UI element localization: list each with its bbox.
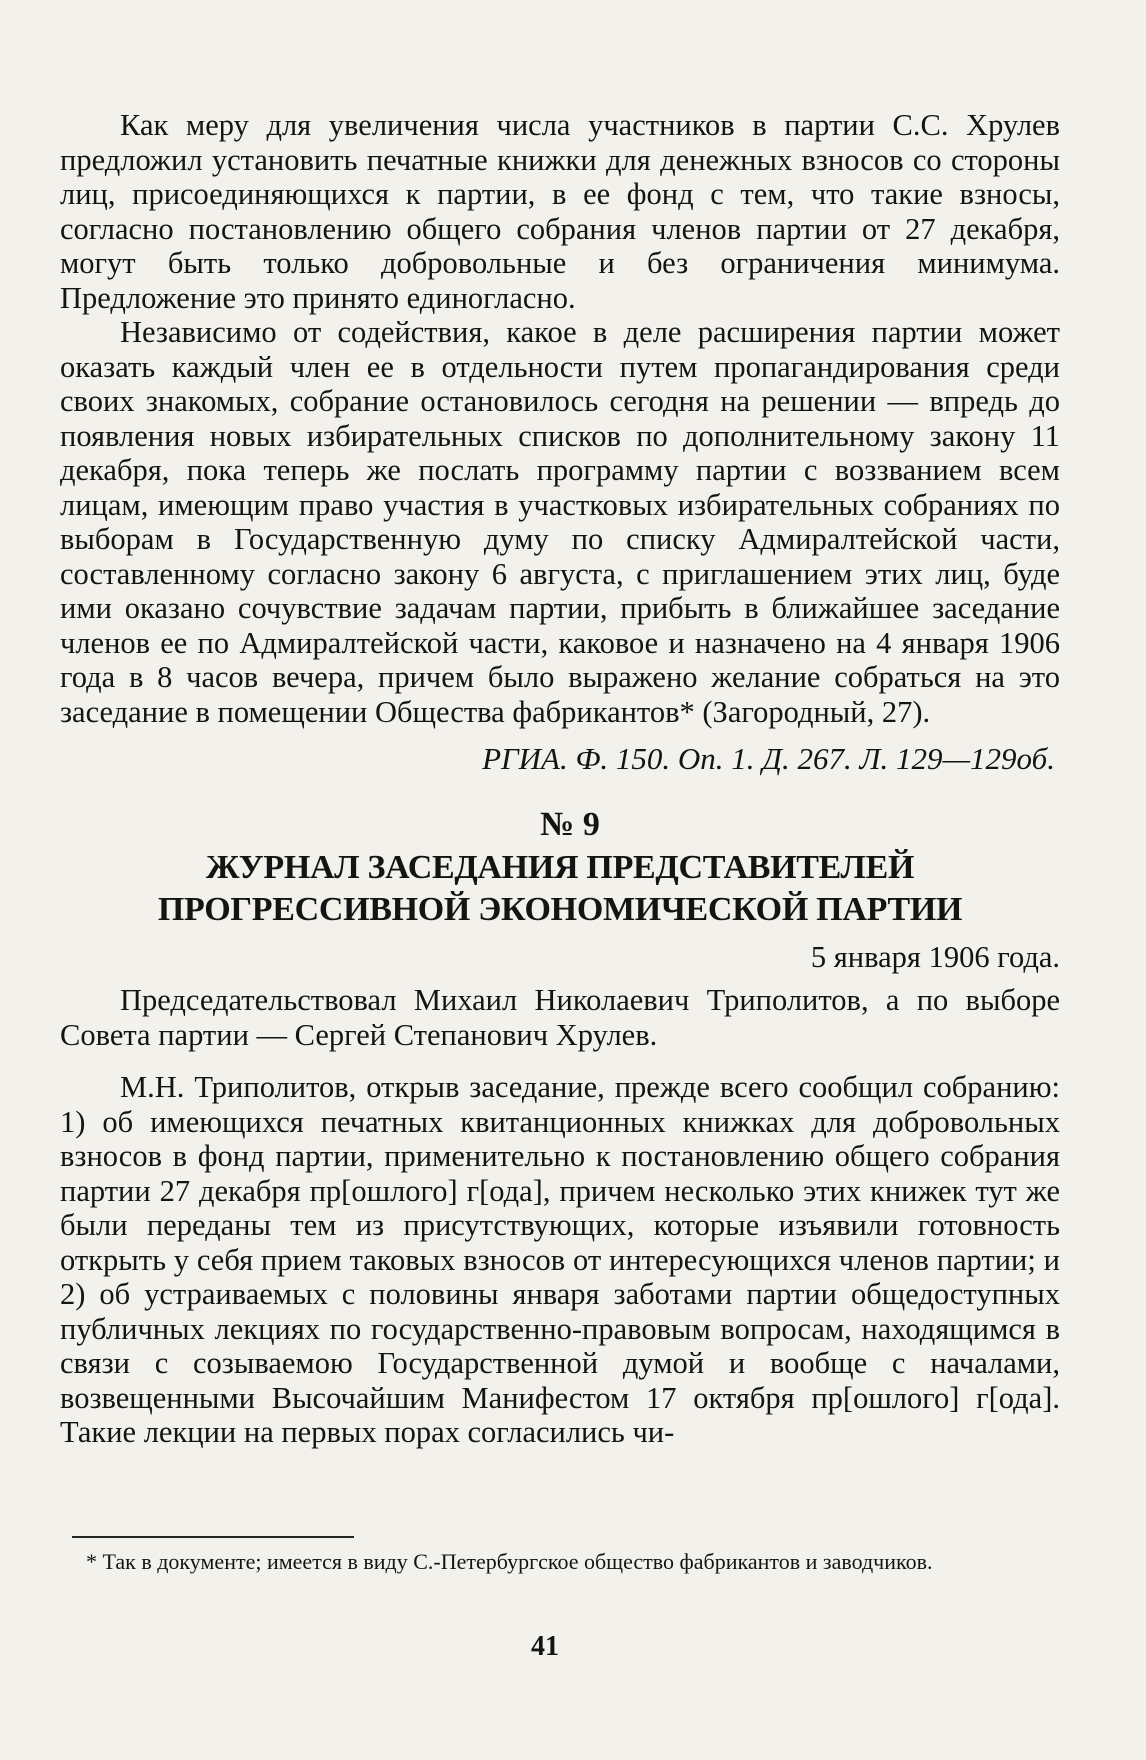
paragraph-membership-books: Как меру для увеличения числа участников в партии С.С. Хрулев предложил установить печатные книжки для денежных взносов со стороны лиц, присоединяющихся к партии, в ее фонд с тем, что такие взносы, согласно постановлению общего собрания членов партии от 27 декабря, могут быть только добровольные и без ограничения минимума. Предложение это принято единогласно. — [60, 108, 1060, 315]
document-number: № 9 — [540, 806, 600, 843]
document-title-line-1: ЖУРНАЛ ЗАСЕДАНИЯ ПРЕДСТАВИТЕЛЕЙ — [205, 849, 915, 886]
footnote: * Так в документе; имеется в виду С.-Петербургское общество фабрикантов и заводчиков. — [86, 1549, 933, 1574]
paragraph-party-expansion: Независимо от содействия, какое в деле расширения партии может оказать каждый член ее в отдельности путем пропагандирования среди своих знакомых, собрание остановилось сегодня на решении — впредь до появления новых избирательных списков по дополнительному закону 11 декабря, пока теперь же послать программу партии с воззванием всем лицам, имеющим право участия в участковых избирательных собраниях по выборам в Государственную думу по списку Адмиралтейской части, составленному согласно закону 6 августа, с приглашением этих лиц, буде ими оказано сочувствие задачам партии, прибыть в ближайшее заседание членов ее по Адмиралтейской части, каковое и назначено на 4 января 1906 года в 8 часов вечера, причем было выражено желание собраться на это заседание в помещении Общества фабрикантов* (Загородный, 27). — [60, 315, 1060, 729]
page-number: 41 — [531, 1631, 559, 1662]
paragraph-triplitov-report: М.Н. Триполитов, открыв заседание, прежде всего сообщил собранию: 1) об имеющихся печатных квитанционных книжках для добровольных взносов в фонд партии, применительно к постановлению общего собрания партии 27 декабря пр[ошлого] г[ода], причем несколько этих книжек тут же были переданы тем из присутствующих, которые изъявили готовность открыть у себя прием таковых взносов от интересующихся членов партии; и 2) об устраиваемых с половины января заботами партии общедоступных публичных лекциях по государственно-правовым вопросам, находящимся в связи с созываемою Государственной думой и вообще с началами, возвещенными Высочайшим Манифестом 17 октября пр[ошлого] г[ода]. Такие лекции на первых порах согласились чи- — [60, 1070, 1060, 1449]
paragraph-chairman: Председательствовал Михаил Николаевич Триполитов, а по выборе Совета партии — Сергей Степанович Хрулев. — [60, 983, 1060, 1052]
page-body — [60, 108, 1060, 1450]
document-date: 5 января 1906 года. — [810, 940, 1060, 974]
archive-source-reference: РГИА. Ф. 150. Оп. 1. Д. 267. Л. 129—129об. — [482, 741, 1055, 776]
footnote-divider — [72, 1536, 354, 1538]
document-title-line-2: ПРОГРЕССИВНОЙ ЭКОНОМИЧЕСКОЙ ПАРТИИ — [157, 891, 963, 928]
